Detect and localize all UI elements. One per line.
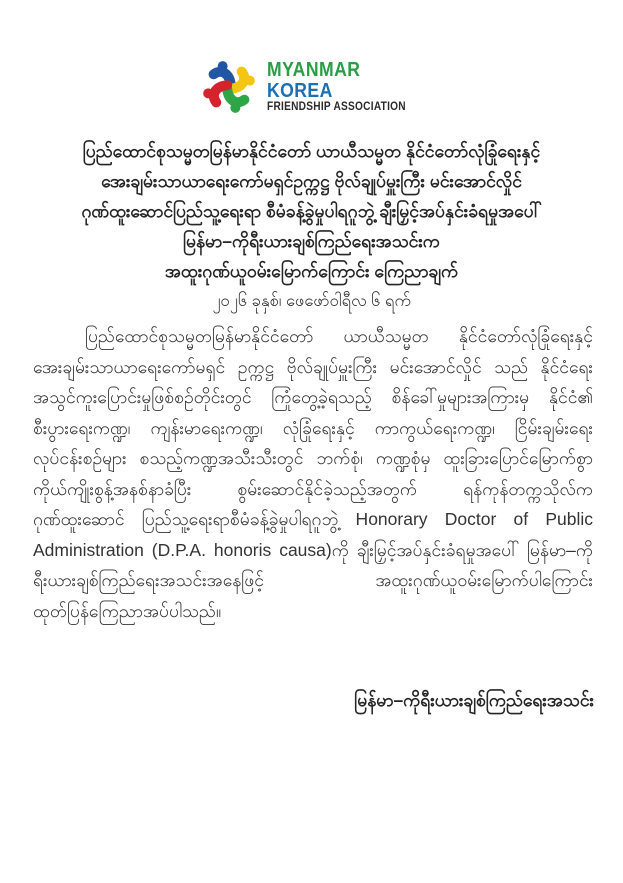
document-title: [0, 136, 623, 286]
signature-line: မြန်မာ–ကိုရီးယားချစ်ကြည်ရေးအသင်း: [354, 690, 594, 710]
logo: [0, 0, 623, 116]
logo-wordmark: [267, 60, 406, 114]
date-line: ၂၀၂၆ ခုနှစ်၊ ဖေဖော်ဝါရီလ ၆ ရက်: [212, 292, 411, 310]
logo-text-association: FRIENDSHIP ASSOCIATION: [267, 101, 406, 114]
body-paragraph: ပြည်ထောင်စုသမ္မတမြန်မာနိုင်ငံတော် ယာယီသမ္မတ နိုင်ငံတော်လုံခြုံရေးနှင့် အေးချမ်းသာယာရေးကော်မရှင် ဥက္ကဋ္ဌ ဗိုလ်ချုပ်မှူးကြီး မင်းအောင်လှိုင် သည် နိုင်ငံရေး အသွင်ကူးပြောင်းမှုဖြစ်စဉ်တိုင်းတွင် ကြုံတွေ့ခဲ့ရသည့် စိန်ခေါ်မှုများအကြားမှ နိုင်ငံ၏ စီးပွားရေးကဏ္ဍ၊ ကျန်းမာရေးကဏ္ဍ၊ လုံခြုံရေးနှင့် ကာကွယ်ရေးကဏ္ဍ၊ ငြိမ်းချမ်းရေး လုပ်ငန်းစဉ်များ စသည့်ကဏ္ဍအသီးသီးတွင် ဘက်စုံ၊ ကဏ္ဍစုံမှ ထူးခြားပြောင်မြောက်စွာ ကိုယ်ကျိုးစွန့်အနစ်နာခံပြီး စွမ်းဆောင်နိုင်ခဲ့သည့်အတွက် ရန်ကုန်တက္ကသိုလ်က ဂုဏ်ထူးဆောင် ပြည်သူ့ရေးရာစီမံခန့်ခွဲမှုပါရဂူဘွဲ့ Honorary Doctor of Public Administration (D.P.A. honoris causa)ကို ချီးမြှင့်အပ်နှင်းခံရမှုအပေါ် မြန်မာ–ကိုရီးယားချစ်ကြည်ရေးအသင်းအနေဖြင့် အထူးဂုဏ်ယူဝမ်းမြောက်ပါကြောင်း ထုတ်ပြန်ကြေညာအပ်ပါသည်။: [33, 326, 593, 621]
myanmar-korea-logo-icon: [198, 58, 260, 116]
pinwheel-figures-icon: [198, 58, 260, 116]
logo-text-myanmar: MYANMAR: [267, 59, 361, 82]
logo-text-korea: KOREA: [267, 79, 333, 102]
title-line-3: ဂုဏ်ထူးဆောင်ပြည်သူ့ရေးရာ စီမံခန့်ခွဲမှုပါရဂူဘွဲ့ ချီးမြှင့်အပ်နှင်းခံရမှုအပေါ်: [81, 201, 542, 221]
title-line-2: အေးချမ်းသာယာရေးကော်မရှင်ဥက္ကဋ္ဌ ဗိုလ်ချုပ်မှူးကြီး မင်းအောင်လှိုင်: [101, 171, 522, 191]
title-line-5: အထူးဂုဏ်ယူဝမ်းမြောက်ကြောင်း ကြေညာချက်: [164, 261, 459, 281]
title-line-1: ပြည်ထောင်စုသမ္မတမြန်မာနိုင်ငံတော် ယာယီသမ္မတ နိုင်ငံတော်လုံခြုံရေးနှင့်: [82, 141, 541, 161]
title-line-4: မြန်မာ–ကိုရီးယားချစ်ကြည်ရေးအသင်းက: [183, 231, 440, 251]
